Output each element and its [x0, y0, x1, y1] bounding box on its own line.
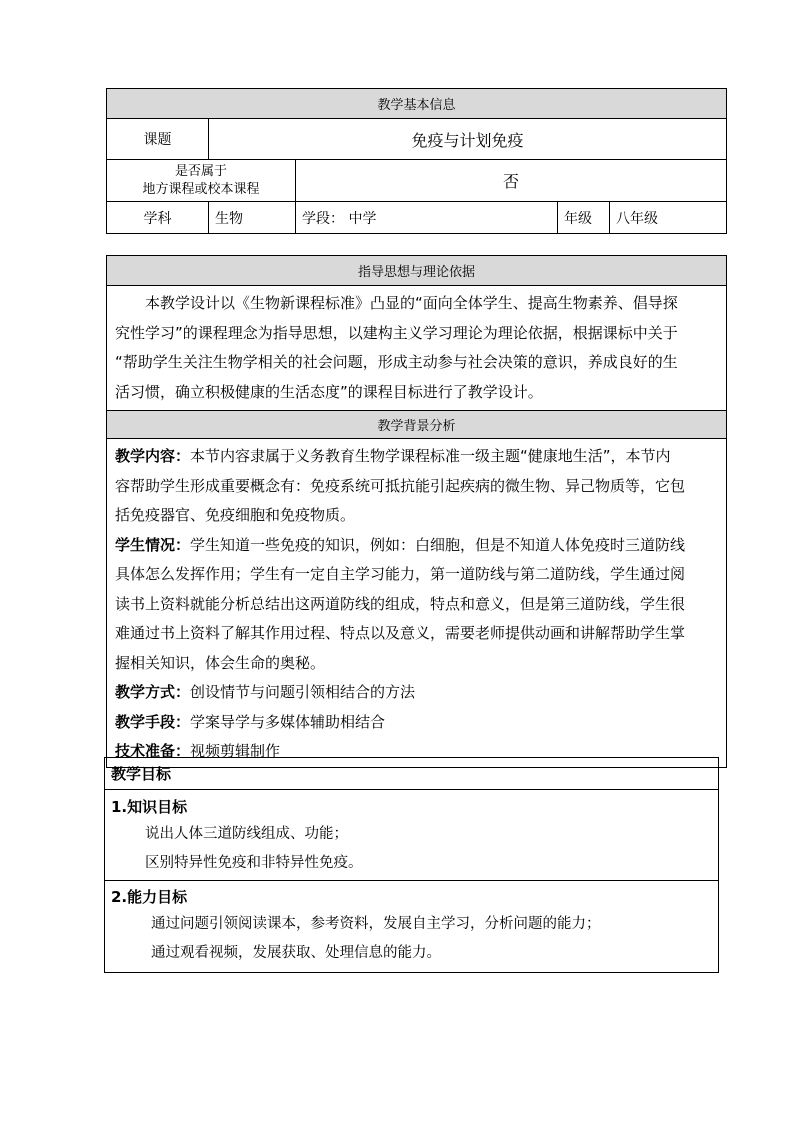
topic-value: 免疫与计划免疫: [209, 119, 727, 160]
knowledge-section: [105, 790, 719, 881]
basic-info-table: [106, 88, 727, 234]
subject-value: 生物: [209, 202, 296, 234]
local-course-label: [107, 160, 296, 202]
method-line: [115, 678, 720, 708]
theory-body: [107, 286, 727, 411]
knowledge-item: 区别特异性免疫和非特异性免疫。: [145, 855, 363, 871]
students-line: 握相关知识，体会生命的奥秘。: [115, 653, 326, 672]
ability-item: 通过观看视频，发展获取、处理信息的能力。: [151, 945, 441, 961]
objectives-header: 教学目标: [105, 758, 719, 790]
content-line: 括免疫器官、免疫细胞和免疫物质。: [115, 506, 356, 524]
subject-label: 学科: [107, 202, 209, 234]
stage-value: 中学: [348, 210, 377, 227]
content-text: 本节内容隶属于义务教育生物学课程标准一级主题“健康地生活”，本节内: [190, 447, 671, 465]
background-body: [107, 439, 727, 768]
theory-line: 究性学习”的课程理念为指导思想，以建构主义学习理论为理论依据，根据课标中关于: [115, 323, 678, 342]
ability-item: 通过问题引领阅读课本，参考资料，发展自主学习，分析问题的能力；: [151, 916, 601, 932]
ability-section: [105, 881, 719, 973]
method-label: 教学方式：: [115, 683, 191, 701]
knowledge-item: 说出人体三道防线组成、功能；: [145, 826, 348, 842]
stage-cell: [296, 202, 558, 234]
tech-label: 技术准备：: [115, 742, 191, 760]
students-line: [115, 531, 720, 561]
ability-title: 2.能力目标: [111, 888, 188, 906]
knowledge-title: 1.知识目标: [111, 798, 188, 816]
means-value: 学案导学与多媒体辅助相结合: [190, 712, 386, 731]
students-line: 难通过书上资料了解其作用过程、特点以及意义，需要老师提供动画和讲解帮助学生掌: [115, 624, 686, 642]
local-course-label-line2: 地方课程或校本课程: [142, 181, 260, 197]
theory-line: 本教学设计以《生物新课程标准》凸显的“面向全体学生、提高生物素养、倡导探: [145, 294, 678, 312]
content-label: 教学内容：: [115, 447, 191, 465]
content-line: [115, 442, 720, 472]
grade-value: 八年级: [610, 202, 727, 234]
means-label: 教学手段：: [115, 712, 191, 731]
topic-label: 课题: [107, 119, 209, 160]
tech-value: 视频剪辑制作: [190, 742, 281, 760]
analysis-table: [106, 255, 727, 768]
students-line: 读书上资料就能分析总结出这两道防线的组成，特点和意义，但是第三道防线，学生很: [115, 594, 686, 613]
local-course-value: 否: [296, 160, 727, 202]
students-text: 学生知道一些免疫的知识，例如：白细胞，但是不知道人体免疫时三道防线: [190, 535, 686, 554]
background-header: 教学背景分析: [107, 411, 727, 439]
stage-label: 学段：: [302, 210, 344, 227]
means-line: [115, 708, 720, 738]
content-line: 容帮助学生形成重要概念有：免疫系统可抵抗能引起疾病的微生物、异己物质等，它包: [115, 476, 686, 495]
method-value: 创设情节与问题引领相结合的方法: [190, 683, 416, 701]
theory-header: 指导思想与理论依据: [107, 256, 727, 286]
students-line: 具体怎么发挥作用；学生有一定自主学习能力，第一道防线与第二道防线，学生通过阅: [115, 565, 686, 583]
objectives-table: [104, 757, 719, 973]
local-course-label-line1: 是否属于: [174, 163, 227, 179]
theory-line: “帮助学生关注生物学相关的社会问题，形成主动参与社会决策的意识，养成良好的生: [115, 353, 678, 371]
basic-info-header: 教学基本信息: [107, 89, 727, 119]
grade-label: 年级: [558, 202, 610, 234]
theory-line: 活习惯，确立积极健康的生活态度”的课程目标进行了教学设计。: [115, 382, 543, 401]
students-label: 学生情况：: [115, 535, 191, 554]
